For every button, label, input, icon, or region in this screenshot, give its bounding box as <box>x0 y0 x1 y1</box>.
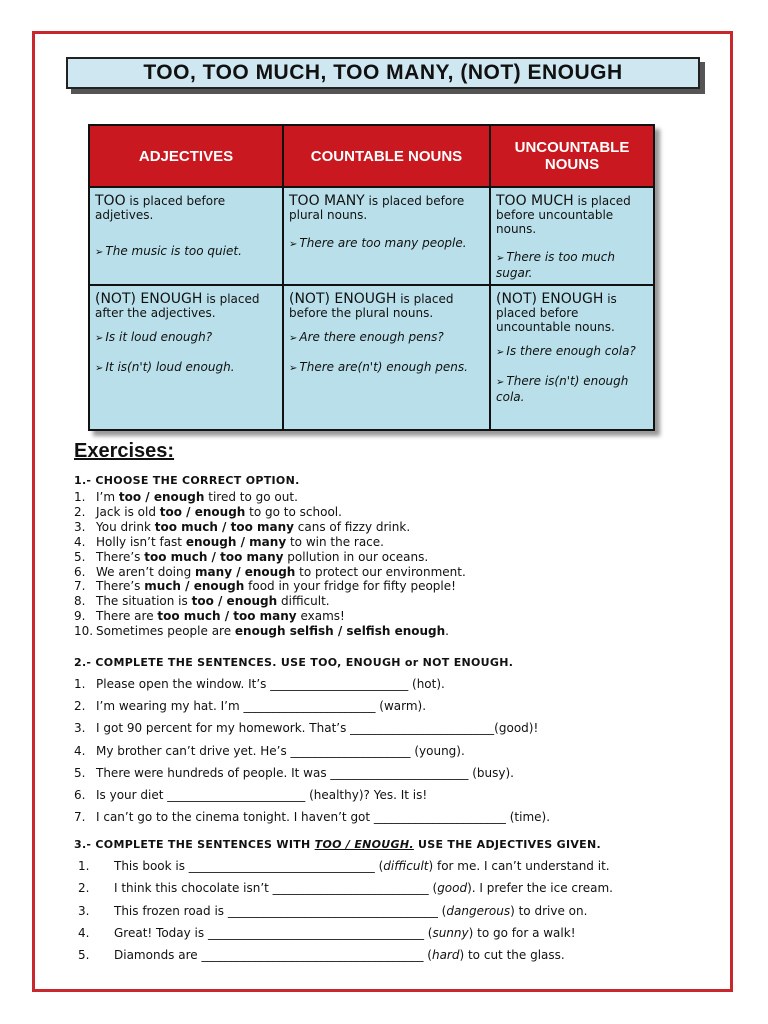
header-uncountable: UNCOUNTABLE NOUNS <box>490 125 654 187</box>
list-item: 4. Holly isn’t fast enough / many to win the race. <box>74 534 384 549</box>
list-item: 5. There were hundreds of people. It was _______________________ (busy). <box>74 765 514 780</box>
section2-heading: 2.- COMPLETE THE SENTENCES. USE TOO, ENOUGH or NOT ENOUGH. <box>74 656 514 669</box>
title-box <box>66 57 700 89</box>
list-item: 1. Please open the window. It’s _______________________ (hot). <box>74 677 445 691</box>
list-item: 2. I think this chocolate isn’t __________________________ (good). I prefer the ice cream. <box>78 881 613 896</box>
list-item: 6. We aren’t doing many / enough to protect our environment. <box>74 564 466 579</box>
list-item: 3. You drink too much / too many cans of fizzy drink. <box>74 519 411 534</box>
grammar-table <box>88 124 655 431</box>
list-item: 3. This frozen road is ___________________________________ (dangerous) to drive on. <box>78 903 588 918</box>
arrow-icon: ➢ <box>95 333 104 344</box>
header-countable: COUNTABLE NOUNS <box>283 125 490 187</box>
list-item: 9. There are too much / too many exams! <box>74 609 345 624</box>
exercises-heading: Exercises: <box>74 440 175 462</box>
section2-list <box>74 673 550 828</box>
list-item: 4. Great! Today is ____________________________________ (sunny) to go for a walk! <box>78 925 576 940</box>
list-item: 10. Sometimes people are enough selfish / selfish enough. <box>74 624 449 639</box>
arrow-icon: ➢ <box>289 363 298 374</box>
header-adjectives: ADJECTIVES <box>89 125 283 187</box>
section1-heading: 1.- CHOOSE THE CORRECT OPTION. <box>74 474 300 487</box>
list-item: 7. There’s much / enough food in your fridge for fifty people! <box>74 579 456 594</box>
cell-adj-too: TOO is placed before adjetives. ➢ The music is too quiet. <box>89 187 283 285</box>
list-item: 2. Jack is old too / enough to go to school. <box>74 504 342 519</box>
table-header-row <box>89 125 654 187</box>
arrow-icon: ➢ <box>496 253 505 264</box>
list-item: 6. Is your diet _______________________ (healthy)? Yes. It is! <box>74 788 428 803</box>
section3-list <box>78 855 613 966</box>
list-item: 1. I’m too / enough tired to go out. <box>74 490 298 504</box>
table-row <box>89 187 654 285</box>
cell-count-enough: (NOT) ENOUGH is placed before the plural nouns. ➢ Are there enough pens? ➢ There are(n't) enough pens. <box>283 285 490 430</box>
list-item: 5. Diamonds are _____________________________________ (hard) to cut the glass. <box>78 948 565 963</box>
list-item: 2. I’m wearing my hat. I’m ______________________ (warm). <box>74 699 427 714</box>
page-title: TOO, TOO MUCH, TOO MANY, (NOT) ENOUGH <box>143 61 623 84</box>
cell-uncount-enough: (NOT) ENOUGH is placed before uncountable nouns. ➢ Is there enough cola? ➢ There is(n't) enough cola. <box>490 285 654 430</box>
cell-uncount-too-much: TOO MUCH is placed before uncountable nouns. ➢ There is too much sugar. <box>490 187 654 285</box>
list-item: 7. I can’t go to the cinema tonight. I haven’t got ______________________ (time). <box>74 810 551 825</box>
arrow-icon: ➢ <box>95 247 104 258</box>
arrow-icon: ➢ <box>289 333 298 344</box>
section1-list <box>74 490 466 639</box>
list-item: 3. I got 90 percent for my homework. That’s ________________________(good)! <box>74 721 539 736</box>
list-item: 4. My brother can’t drive yet. He’s ____________________ (young). <box>74 743 465 758</box>
arrow-icon: ➢ <box>95 363 104 374</box>
list-item: 8. The situation is too / enough difficult. <box>74 594 330 609</box>
arrow-icon: ➢ <box>496 377 505 388</box>
arrow-icon: ➢ <box>496 347 505 358</box>
list-item: 1. This book is _______________________________ (difficult) for me. I can’t understand it. <box>78 859 610 873</box>
arrow-icon: ➢ <box>289 239 298 250</box>
cell-count-too-many: TOO MANY is placed before plural nouns. ➢ There are too many people. <box>283 187 490 285</box>
table-row <box>89 285 654 430</box>
section3-heading: 3.- COMPLETE THE SENTENCES WITH TOO / ENOUGH. USE THE ADJECTIVES GIVEN. <box>74 838 601 851</box>
list-item: 5. There’s too much / too many pollution in our oceans. <box>74 549 429 564</box>
cell-adj-enough: (NOT) ENOUGH is placed after the adjectives. ➢ Is it loud enough? ➢ It is(n't) loud enough. <box>89 285 283 430</box>
